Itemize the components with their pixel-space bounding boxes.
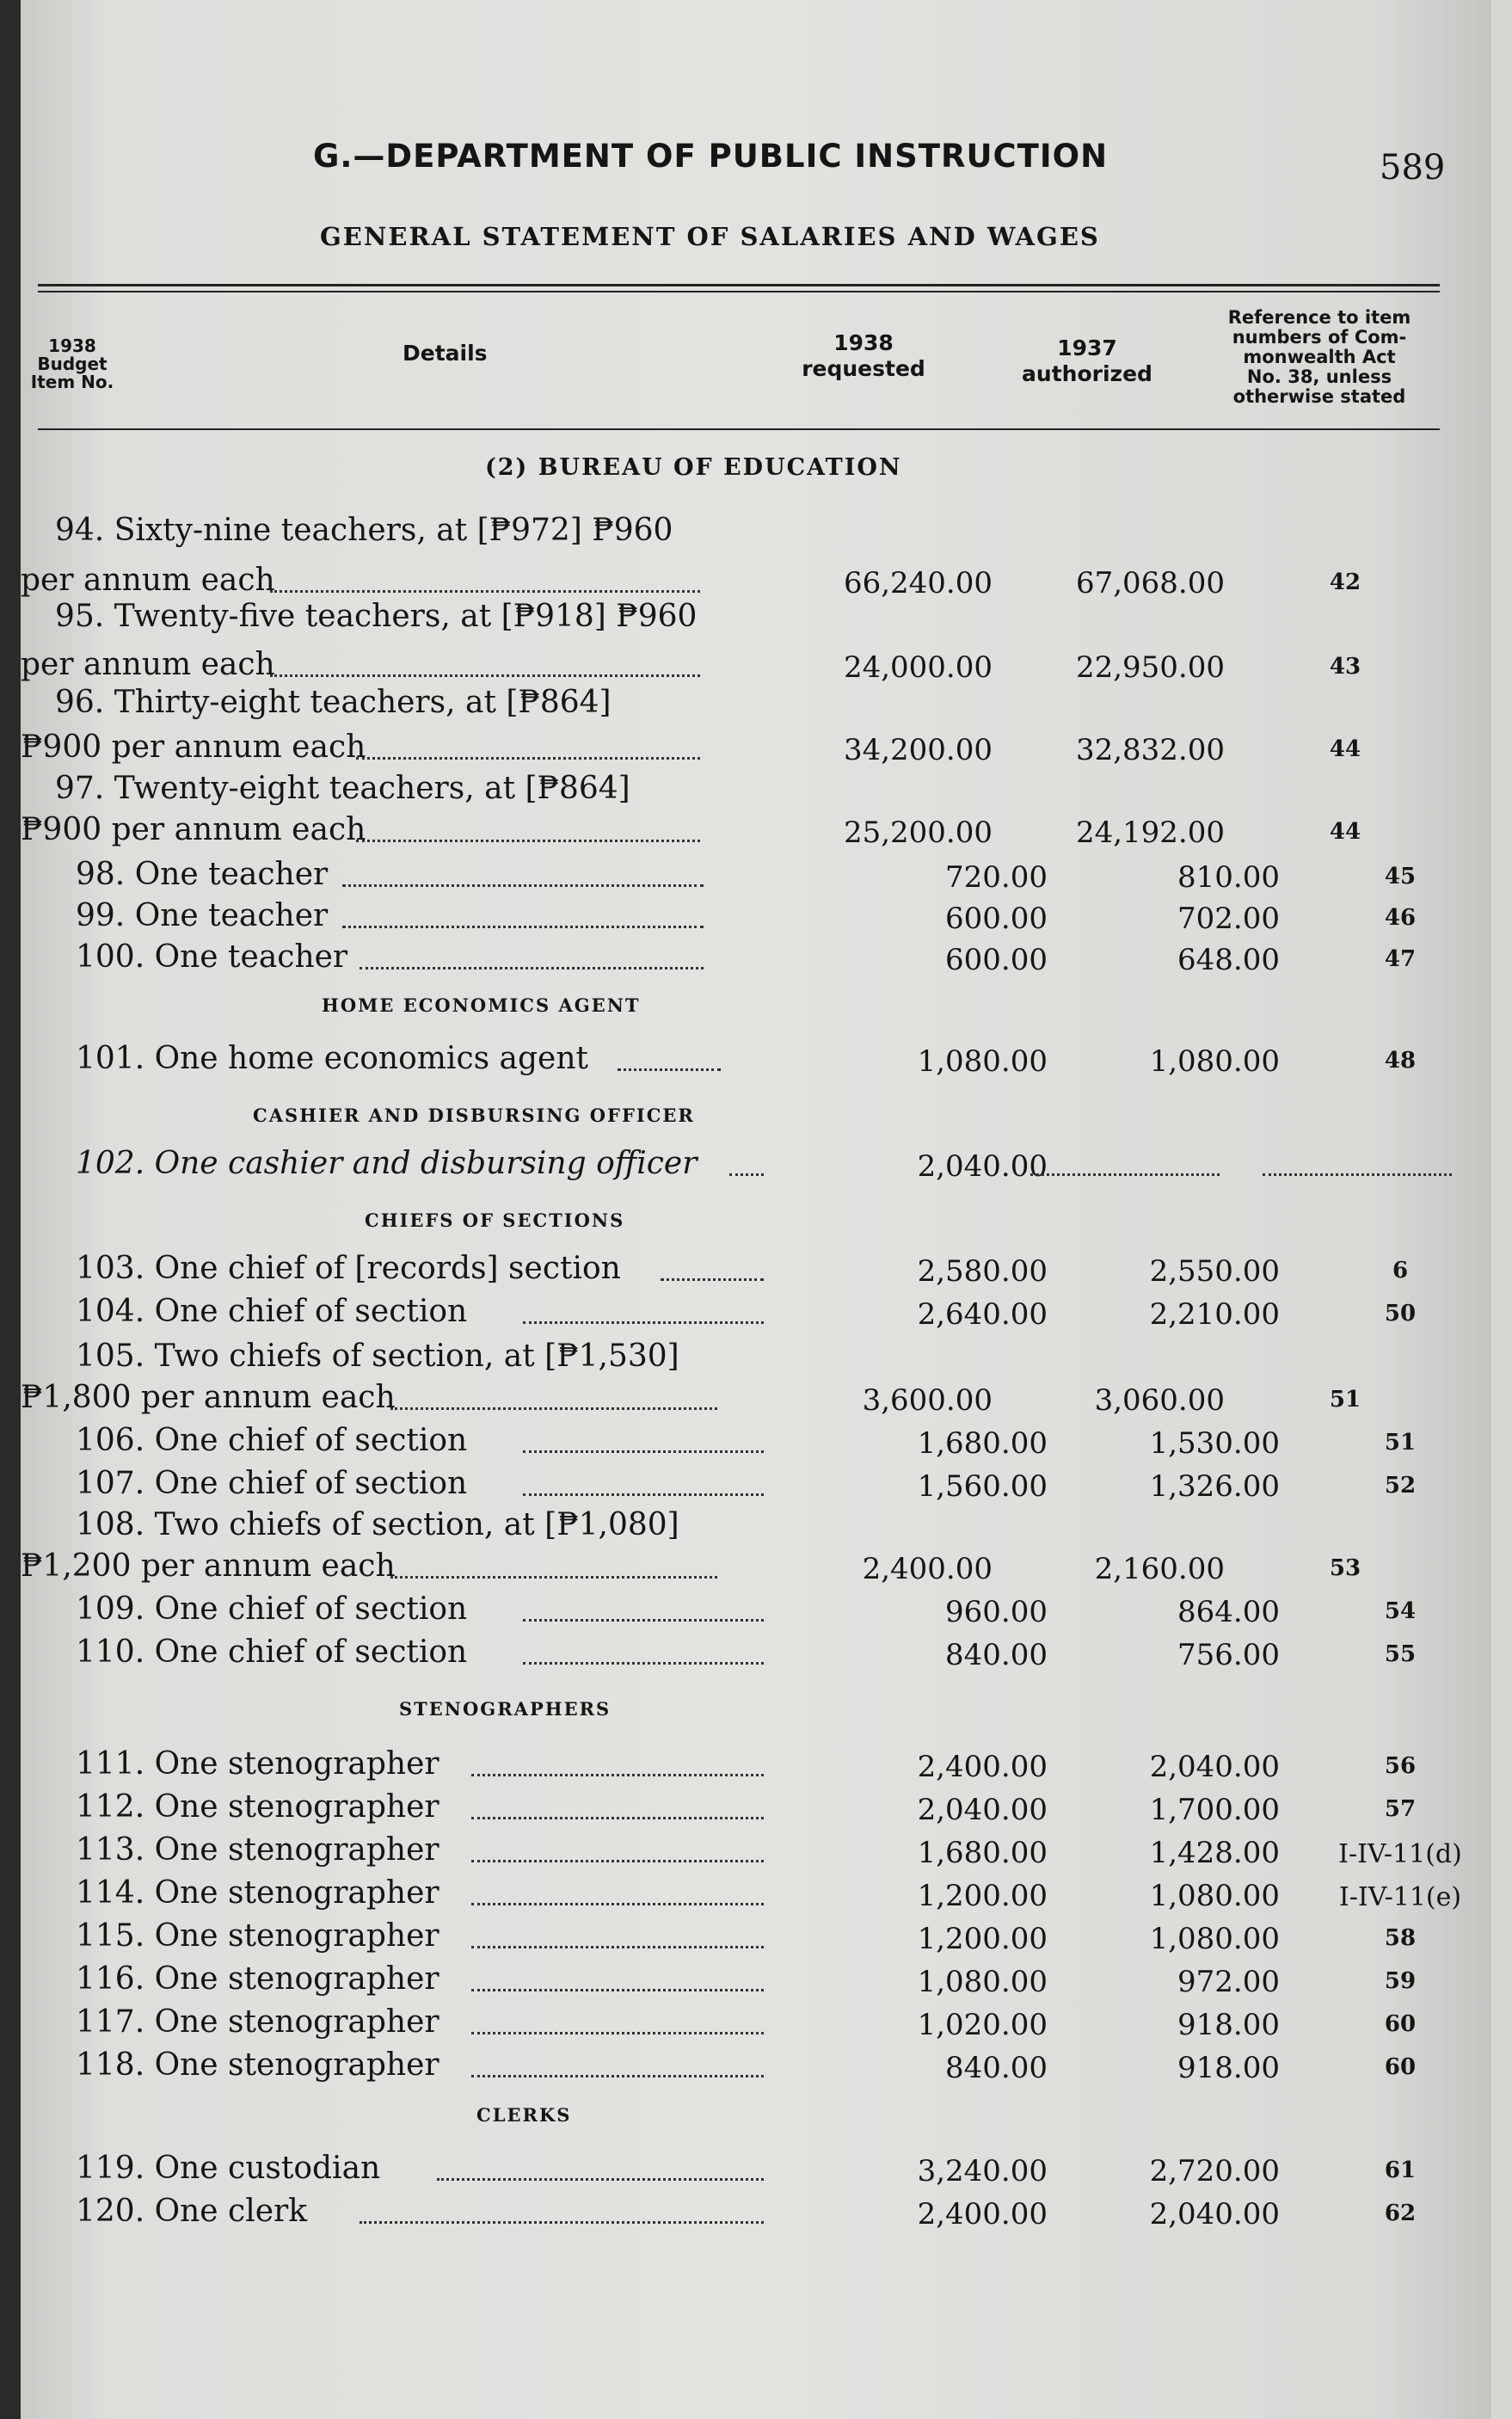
row-114: 114. One stenographer 1,200.00 1,080.00 I-IV-11(e) bbox=[76, 1875, 1462, 1913]
subsection-home-economics: HOME ECONOMICS AGENT bbox=[322, 994, 641, 1016]
row-96: ₱900 per annum each 34,200.00 32,832.00 44 bbox=[21, 729, 1361, 767]
scan-shadow bbox=[0, 0, 21, 2419]
row-116: 116. One stenographer 1,080.00 972.00 59 bbox=[76, 1961, 1417, 1999]
row-98: 98. One teacher 720.00 810.00 45 bbox=[76, 857, 1417, 895]
row-113: 113. One stenographer 1,680.00 1,428.00 I-IV-11(d) bbox=[76, 1832, 1462, 1870]
subsection-chiefs: CHIEFS OF SECTIONS bbox=[365, 1210, 625, 1231]
row-108-line1: 108. Two chiefs of section, at [₱1,080] bbox=[76, 1507, 679, 1542]
col-details-header: Details bbox=[403, 341, 488, 366]
row-107: 107. One chief of section 1,560.00 1,326.00 52 bbox=[76, 1466, 1417, 1504]
row-117: 117. One stenographer 1,020.00 918.00 60 bbox=[76, 2004, 1417, 2042]
col-reference-header: Reference to item numbers of Com- monwealth Act No. 38, unless otherwise stated bbox=[1227, 307, 1411, 407]
row-102: 102. One cashier and disbursing officer 2,040.00 bbox=[76, 1146, 1452, 1187]
row-99: 99. One teacher 600.00 702.00 46 bbox=[76, 898, 1417, 936]
row-104: 104. One chief of section 2,640.00 2,210.00 50 bbox=[76, 1294, 1417, 1332]
subsection-cashier: CASHIER AND DISBURSING OFFICER bbox=[253, 1105, 695, 1126]
row-94-line1: 94. Sixty-nine teachers, at [₱972] ₱960 bbox=[55, 513, 673, 548]
row-94: per annum each 66,240.00 67,068.00 42 bbox=[21, 563, 1361, 600]
row-97: ₱900 per annum each 25,200.00 24,192.00 44 bbox=[21, 812, 1361, 850]
row-112: 112. One stenographer 2,040.00 1,700.00 57 bbox=[76, 1789, 1417, 1827]
row-105: ₱1,800 per annum each 3,600.00 3,060.00 51 bbox=[21, 1380, 1361, 1418]
document-page bbox=[21, 0, 1491, 2419]
col-requested-header: 1938 requested bbox=[802, 330, 925, 381]
subsection-stenographers: STENOGRAPHERS bbox=[399, 1698, 612, 1720]
row-111: 111. One stenographer 2,400.00 2,040.00 56 bbox=[76, 1746, 1417, 1784]
row-95: per annum each 24,000.00 22,950.00 43 bbox=[21, 647, 1361, 685]
row-97-line1: 97. Twenty-eight teachers, at [₱864] bbox=[55, 771, 630, 806]
row-118: 118. One stenographer 840.00 918.00 60 bbox=[76, 2047, 1417, 2085]
row-105-line1: 105. Two chiefs of section, at [₱1,530] bbox=[76, 1339, 679, 1374]
row-109: 109. One chief of section 960.00 864.00 54 bbox=[76, 1591, 1417, 1629]
col-authorized-header: 1937 authorized bbox=[1022, 335, 1152, 386]
row-115: 115. One stenographer 1,200.00 1,080.00 58 bbox=[76, 1918, 1417, 1956]
col-item-header: 1938 Budget Item No. bbox=[30, 335, 114, 392]
department-title: G.—DEPARTMENT OF PUBLIC INSTRUCTION bbox=[313, 138, 1109, 175]
row-120: 120. One clerk 2,400.00 2,040.00 62 bbox=[76, 2194, 1417, 2231]
row-100: 100. One teacher 600.00 648.00 47 bbox=[76, 939, 1417, 977]
row-103: 103. One chief of [records] section 2,580.00 2,550.00 6 bbox=[76, 1251, 1409, 1289]
row-95-line1: 95. Twenty-five teachers, at [₱918] ₱960 bbox=[55, 599, 698, 634]
row-96-line1: 96. Thirty-eight teachers, at [₱864] bbox=[55, 685, 612, 720]
row-101: 101. One home economics agent 1,080.00 1,080.00 48 bbox=[76, 1041, 1417, 1079]
row-108: ₱1,200 per annum each 2,400.00 2,160.00 53 bbox=[21, 1548, 1361, 1586]
subsection-clerks: CLERKS bbox=[476, 2104, 572, 2126]
page-subtitle: GENERAL STATEMENT OF SALARIES AND WAGES bbox=[320, 222, 1100, 251]
top-rule-2 bbox=[38, 291, 1440, 292]
header-rule bbox=[38, 428, 1440, 430]
row-106: 106. One chief of section 1,680.00 1,530.00 51 bbox=[76, 1423, 1417, 1461]
row-119: 119. One custodian 3,240.00 2,720.00 61 bbox=[76, 2151, 1417, 2188]
row-110: 110. One chief of section 840.00 756.00 55 bbox=[76, 1634, 1417, 1672]
top-rule bbox=[38, 284, 1440, 286]
section-title: (2) BUREAU OF EDUCATION bbox=[485, 454, 902, 481]
page-number: 589 bbox=[1380, 148, 1446, 188]
